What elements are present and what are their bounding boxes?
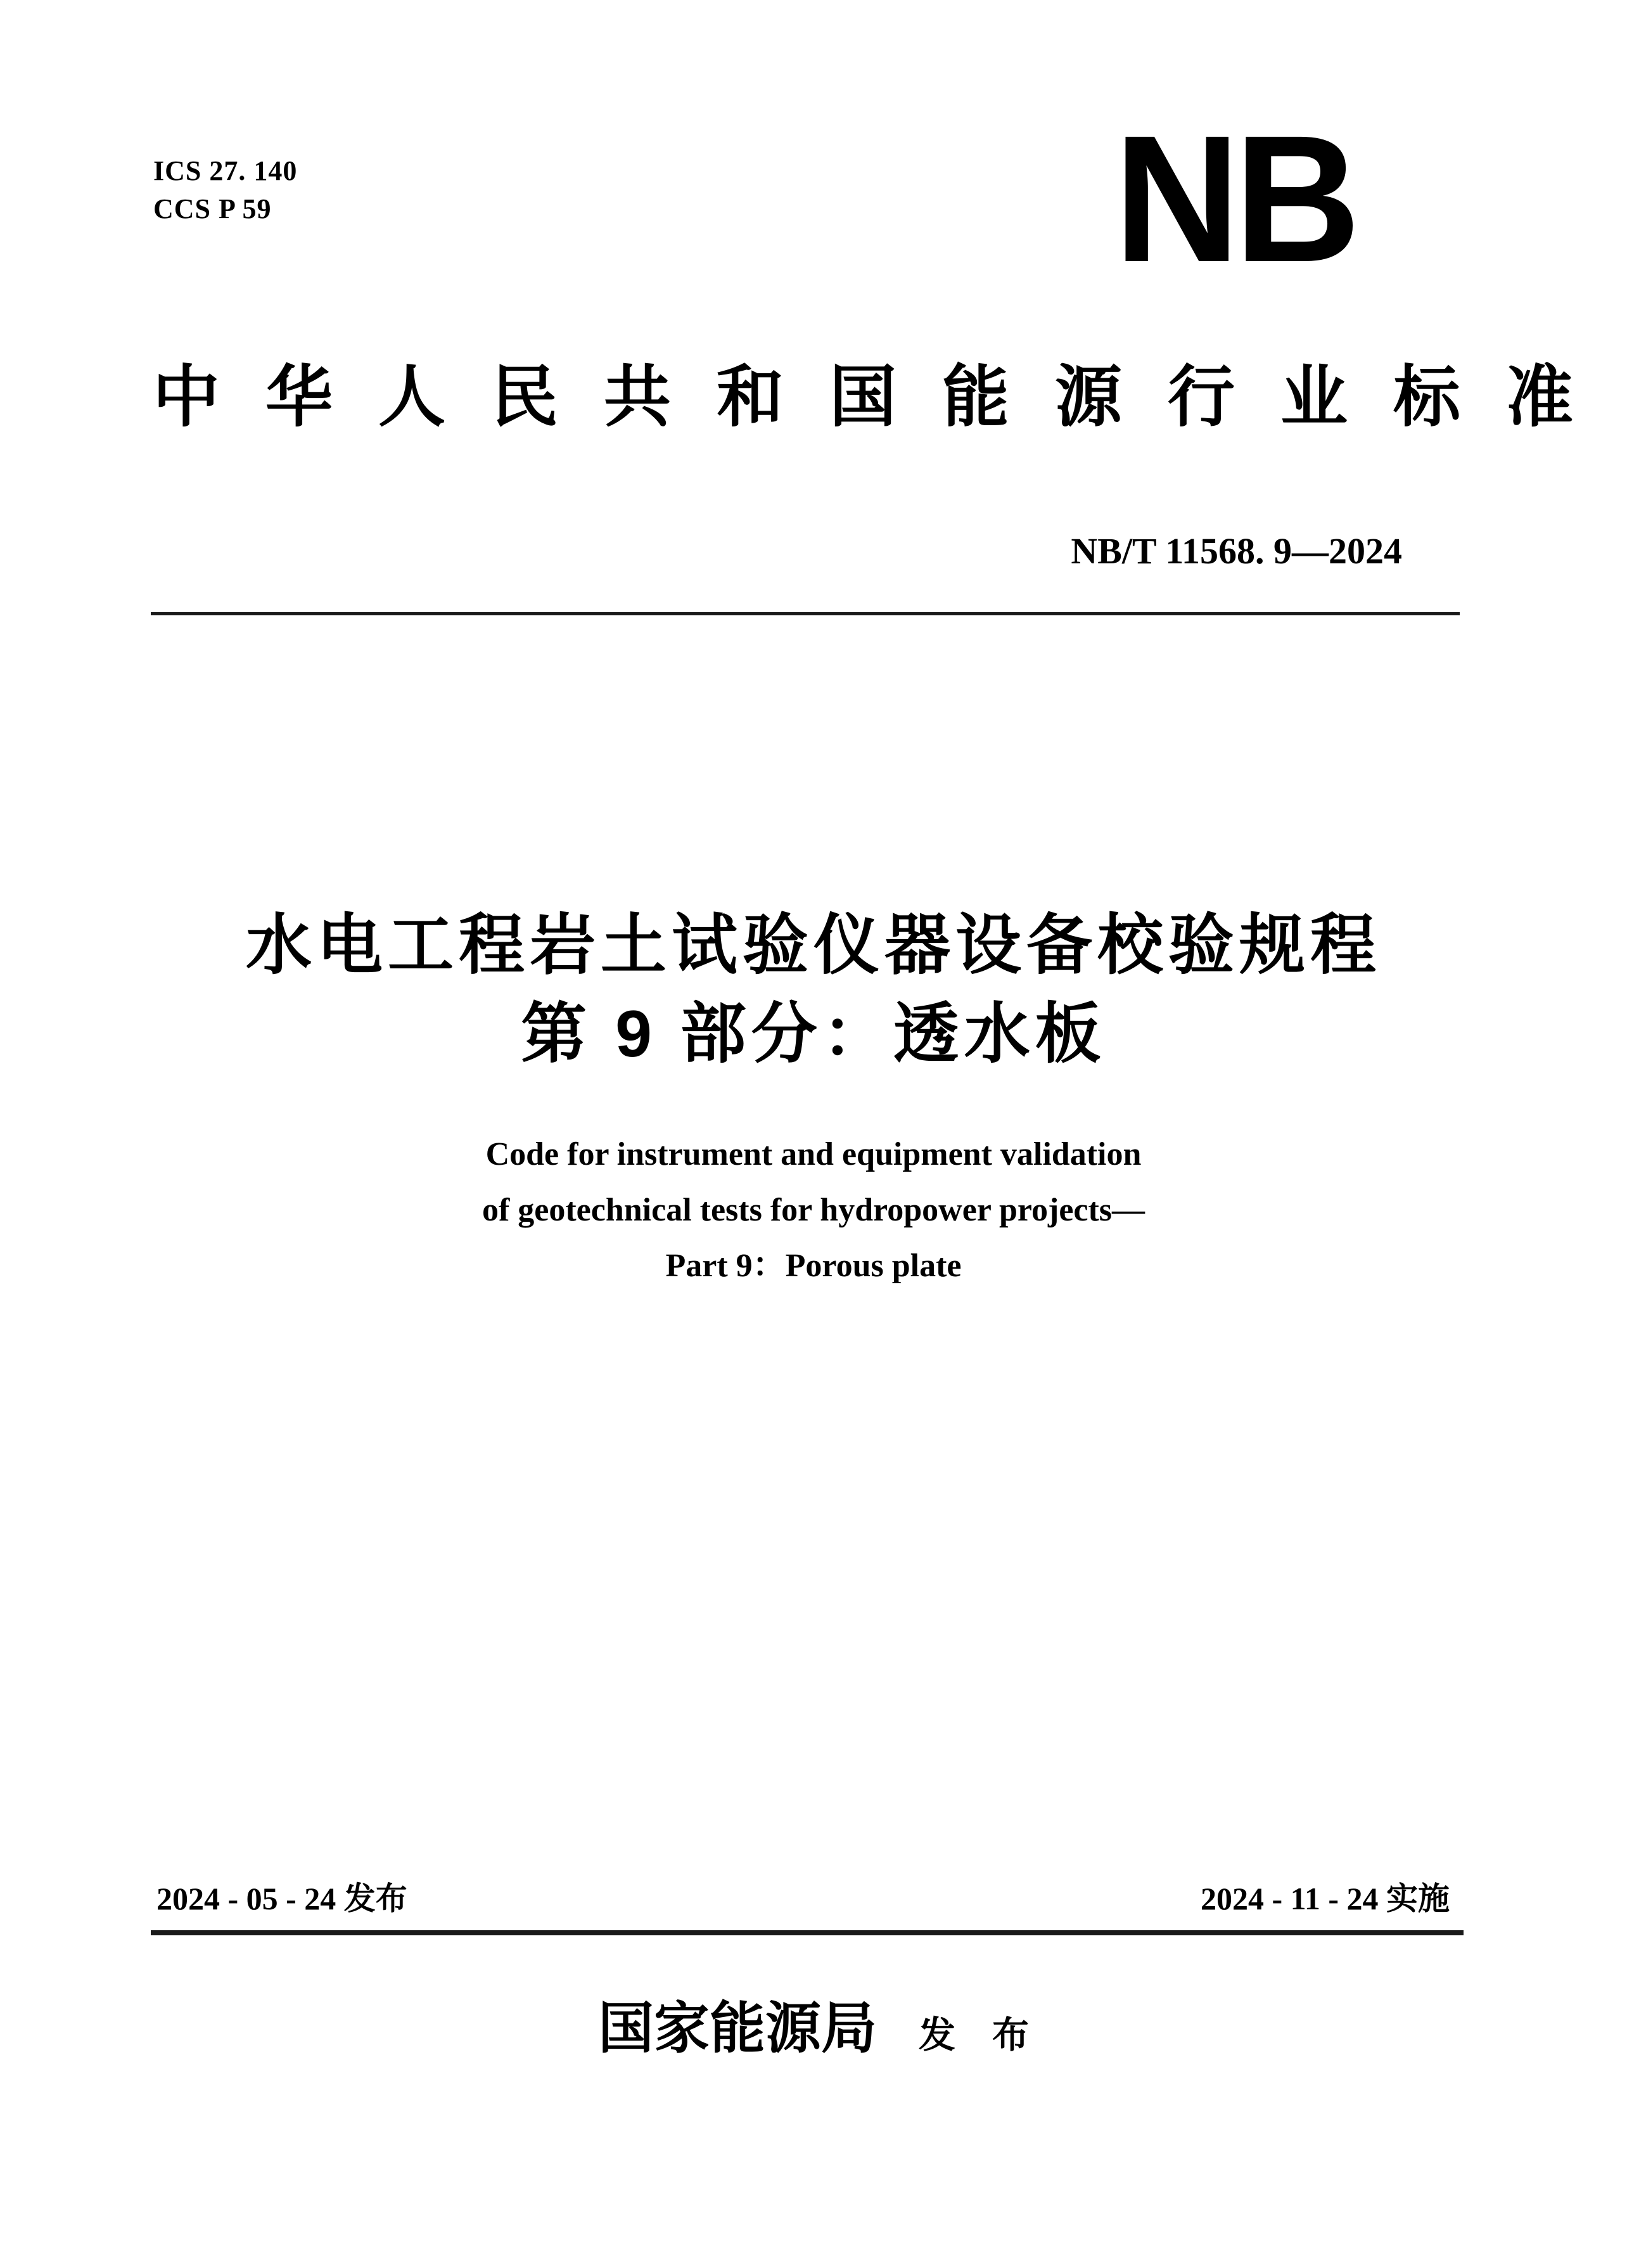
document-title-en-line1: Code for instrument and equipment validation: [485, 1136, 1142, 1172]
standard-category-title: 中华人民共和国能源行业标准: [153, 361, 1619, 435]
document-title-en-line2: of geotechnical tests for hydropower projects—: [482, 1192, 1145, 1228]
standard-code: NB/T 11568. 9—2024: [1071, 530, 1402, 572]
footer-rule: [151, 1930, 1464, 1935]
nb-logo: NB: [1114, 98, 1355, 300]
ics-code: ICS 27. 140: [153, 155, 298, 186]
publisher-row: [0, 1996, 1627, 2063]
issue-date: 2024 - 05 - 24 发布: [156, 1881, 407, 1916]
implementation-date: 2024 - 11 - 24 实施: [1200, 1881, 1450, 1916]
publisher-action: 发 布: [919, 2015, 1030, 2056]
classification-codes: [153, 152, 297, 228]
document-title-cn-line1: 水电工程岩土试验仪器设备校验规程: [245, 909, 1381, 982]
ccs-code: CCS P 59: [153, 193, 272, 224]
publisher-name: 国家能源局: [597, 1999, 877, 2060]
document-title-en: [0, 1127, 1627, 1294]
document-title-cn: [0, 901, 1627, 1079]
document-title-en-line3: Part 9：Porous plate: [665, 1248, 962, 1284]
header-rule: [151, 612, 1460, 615]
dates-row: [156, 1880, 1450, 1918]
document-title-cn-line2: 第 9 部分：透水板: [521, 997, 1106, 1071]
